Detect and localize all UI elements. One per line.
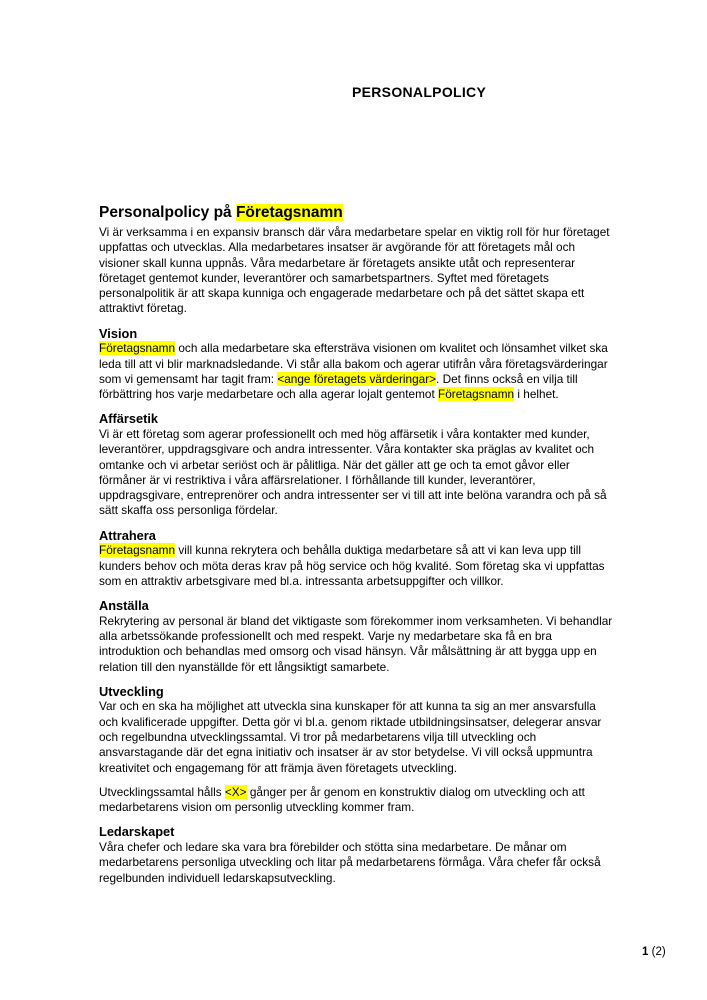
text-run: Utvecklingssamtal hålls xyxy=(99,784,225,799)
document-body xyxy=(99,203,615,895)
highlighted-text: Företagsnamn xyxy=(438,387,515,402)
highlighted-text: Företagsnamn xyxy=(99,543,176,558)
highlighted-text: Företagsnamn xyxy=(235,204,343,221)
section-heading-utveckling: Utveckling xyxy=(99,683,164,699)
section-heading-anstalla: Anställa xyxy=(99,598,149,614)
section-ledarskapet xyxy=(99,824,615,885)
text-run: vill kunna rekrytera och behålla duktiga medarbetare så att vi kan leva upp till kunders behov och möta deras krav på hög service och hög kvalité. Som företag ska vi uppfattas som en attraktiv arbetsgivare med bl.a. intressanta arbetsuppgifter och villkor. xyxy=(99,543,605,588)
section-paragraph xyxy=(99,699,615,775)
main-heading xyxy=(99,203,615,222)
section-paragraph xyxy=(99,840,615,886)
document-header-title: PERSONALPOLICY xyxy=(352,84,487,100)
text-run: Var och en ska ha möjlighet att utveckla sina kunskaper för att kunna ta sig an mer ansvarsfulla och kvalificerade uppgifter. Detta gör vi bl.a. genom riktade utbildningsinsatser, delegerar ansvar och regelbundna utvecklingssamtal. Vi tror på medarbetarens vilja till utveckling och ansvarstagande där det egna initiativ och insatser är av stor betydelse. Vi vill också uppmuntra kreativitet och engagemang för att främja även företagets utveckling. xyxy=(99,699,602,775)
section-paragraph xyxy=(99,341,615,402)
section-vision xyxy=(99,326,615,403)
text-run: i helhet. xyxy=(514,387,559,402)
section-anstalla xyxy=(99,598,615,675)
page-number-total: (2) xyxy=(651,946,666,958)
text-run: Rekrytering av personal är bland det viktigaste som förekommer inom verksamheten. Vi behandlar alla arbetssökande professionellt och med respekt. Varje ny medarbetare ska få en bra introduktion och behandlas med omsorg och visad hänsyn. Vår målsättning är att bygga upp en relation till den nyanställde för ett långsiktigt samarbete. xyxy=(99,613,613,674)
intro-paragraph xyxy=(99,225,615,317)
section-heading-attrahera: Attrahera xyxy=(99,527,156,543)
highlighted-text: <ange företagets värderingar> xyxy=(277,371,437,386)
text-run: Personalpolicy på xyxy=(99,204,236,221)
section-utveckling xyxy=(99,684,615,816)
section-paragraph xyxy=(99,427,615,519)
text-run: Vi är ett företag som agerar professionellt och med hög affärsetik i våra kontakter med kunder, leverantörer, uppdragsgivare och andra intressenter. Våra kontakter ska präglas av kvalitet och omtanke och vi arbetar seriöst och är pålitliga. När det gäller att ge och ta emot gåvor eller förmåner är vi restriktiva i våra affärsrelationer. I förhållande till kunder, leverantörer, uppdragsgivare, entreprenörer och andra intressenter ser vi till att inte belöna varandra och på så sätt skaffa oss personliga fördelar. xyxy=(99,426,607,518)
section-heading-ledarskapet: Ledarskapet xyxy=(99,824,175,840)
highlighted-text: <X> xyxy=(224,784,247,799)
page-number xyxy=(642,946,666,958)
text-run: gånger per år genom en konstruktiv dialog om utveckling och att medarbetarens vision om personlig utveckling kommer fram. xyxy=(99,784,585,815)
text-run: Vi är verksamma i en expansiv bransch där våra medarbetare spelar en viktig roll för hur företaget uppfattas och utvecklas. Alla medarbetares insatser är avgörande för att företagets mål och visioner skall kunna uppnås. Våra medarbetare är företagets ansikte utåt och representerar företaget gentemot kunder, leverantörer och samarbetspartners. Syftet med företagets personalpolitik är att skapa kunniga och engagerade medarbetare och på det sättet skapa ett attraktivt företag. xyxy=(99,225,610,316)
section-heading-affarsetik: Affärsetik xyxy=(99,411,159,427)
highlighted-text: Företagsnamn xyxy=(99,341,176,356)
page-number-current: 1 xyxy=(642,946,649,958)
section-paragraph xyxy=(99,785,615,816)
section-heading-vision: Vision xyxy=(99,325,138,341)
section-paragraph xyxy=(99,614,615,675)
section-affarsetik xyxy=(99,411,615,518)
section-attrahera xyxy=(99,528,615,589)
text-run: . Det finns också en vilja till förbättring hos varje medarbetare och alla agerar lojalt gentemot xyxy=(99,371,578,402)
text-run: Våra chefer och ledare ska vara bra förebilder och stötta sina medarbetare. De månar om medarbetarens personliga utveckling och litar på medarbetarens förmåga. Våra chefer får också regelbunden individuell ledarskapsutveckling. xyxy=(99,839,601,885)
section-paragraph xyxy=(99,543,615,589)
text-run: och alla medarbetare ska eftersträva visionen om kvalitet och lönsamhet vilket ska leda till att vi blir marknadsledande. Vi står alla bakom och agerar utifrån våra företagsvärderingar som vi gemensamt har tagit fram: xyxy=(99,341,608,386)
